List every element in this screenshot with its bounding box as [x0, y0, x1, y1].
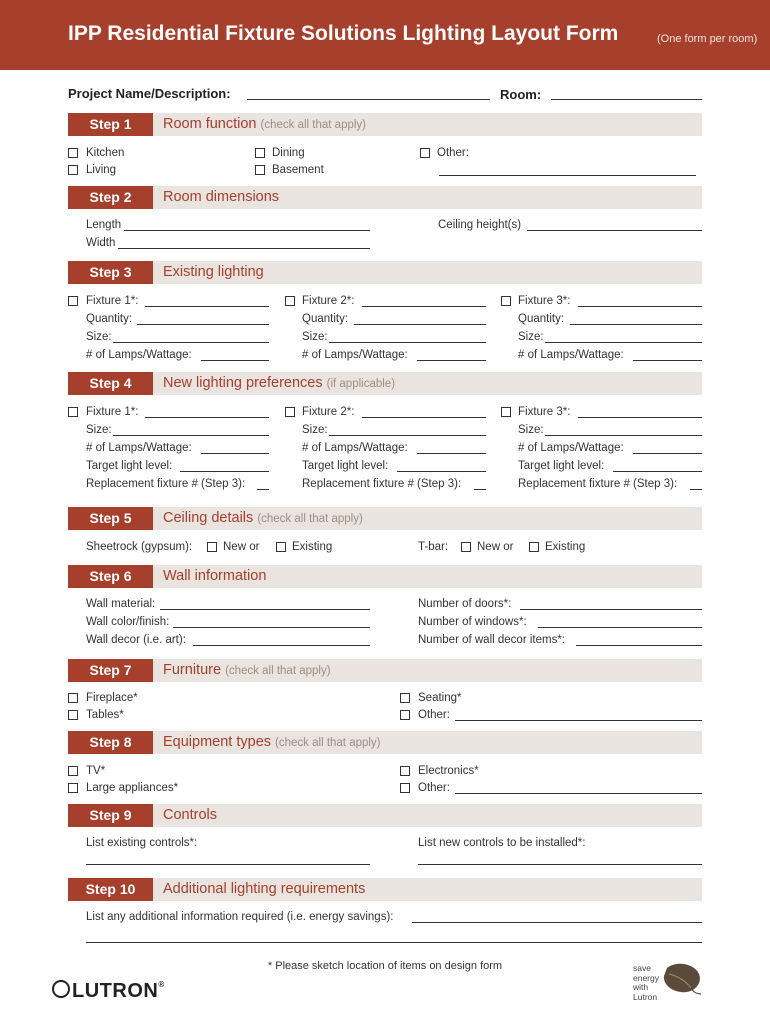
step6-number: Step 6: [68, 565, 153, 588]
tbar-existing-label: Existing: [545, 541, 586, 553]
appliances-label: Large appliances*: [86, 782, 179, 794]
kitchen-label: Kitchen: [86, 147, 125, 159]
seating-label: Seating*: [418, 692, 462, 704]
electronics-label: Electronics*: [418, 765, 479, 777]
form-note: (One form per room): [657, 33, 758, 45]
seating-checkbox[interactable]: [400, 693, 410, 703]
new-fixture2-label: Fixture 2*:: [302, 406, 355, 418]
new-fixture2-replacement-field[interactable]: [474, 489, 486, 490]
existing-fixture3-quantity-field[interactable]: [570, 324, 702, 325]
existing-fixture2-lamps-label: # of Lamps/Wattage:: [302, 349, 408, 361]
footnote: * Please sketch location of items on design form: [267, 960, 503, 972]
tv-checkbox[interactable]: [68, 766, 78, 776]
additional-info-label: List any additional information required (i.e. energy savings):: [86, 911, 394, 923]
step9-title: Controls: [163, 807, 217, 823]
new-fixture2-lamps-field[interactable]: [417, 453, 486, 454]
step8-title: Equipment types (check all that apply): [163, 734, 381, 750]
existing-controls-field[interactable]: [86, 864, 370, 865]
tbar-new-checkbox[interactable]: [461, 542, 471, 552]
width-label: Width: [86, 237, 116, 249]
new-fixture1-label: Fixture 1*:: [86, 406, 139, 418]
existing-fixture1-field[interactable]: [145, 306, 269, 307]
existing-fixture3-quantity-label: Quantity:: [518, 313, 565, 325]
sheetrock-new-label: New or: [223, 541, 260, 553]
step10-number: Step 10: [68, 878, 153, 901]
decor-items-field[interactable]: [576, 645, 702, 646]
dining-label: Dining: [272, 147, 305, 159]
existing-fixture3-size-field[interactable]: [545, 342, 702, 343]
living-label: Living: [86, 164, 117, 176]
step6-bar: [68, 565, 702, 588]
new-fixture2-size-label: Size:: [302, 424, 328, 436]
existing-fixture2-field[interactable]: [362, 306, 486, 307]
wall-color-label: Wall color/finish:: [86, 616, 170, 628]
new-fixture2-checkbox[interactable]: [285, 407, 295, 417]
step3-title: Existing lighting: [163, 264, 264, 280]
ceiling-field[interactable]: [527, 230, 702, 231]
new-fixture3-checkbox[interactable]: [501, 407, 511, 417]
tbar-label: T-bar:: [418, 541, 449, 553]
room-field[interactable]: [551, 99, 702, 100]
new-fixture3-target-label: Target light level:: [518, 460, 605, 472]
existing-fixture3-checkbox[interactable]: [501, 296, 511, 306]
existing-fixture2-lamps-field[interactable]: [417, 360, 486, 361]
new-fixture3-lamps-label: # of Lamps/Wattage:: [518, 442, 624, 454]
step5-bar: [68, 507, 702, 530]
tbar-new-label: New or: [477, 541, 514, 553]
new-fixture3-field[interactable]: [578, 417, 702, 418]
existing-controls-label: List existing controls*:: [86, 837, 198, 849]
existing-fixture1-size-field[interactable]: [113, 342, 269, 343]
new-fixture1-size-label: Size:: [86, 424, 112, 436]
save-energy-tagline: save energy with Lutron: [633, 963, 659, 1002]
new-fixture1-replacement-label: Replacement fixture # (Step 3):: [86, 478, 246, 490]
equipment-other-checkbox[interactable]: [400, 783, 410, 793]
equipment-other-label: Other:: [418, 782, 450, 794]
other-room-label: Other:: [437, 147, 469, 159]
sheetrock-existing-label: Existing: [292, 541, 333, 553]
width-field[interactable]: [118, 248, 370, 249]
new-fixture1-target-field[interactable]: [180, 471, 269, 472]
new-controls-label: List new controls to be installed*:: [418, 837, 586, 849]
lutron-mark-icon: [52, 980, 70, 998]
wall-color-field[interactable]: [173, 627, 370, 628]
lutron-logo: LUTRON®: [52, 980, 165, 1003]
wall-decor-label: Wall decor (i.e. art):: [86, 634, 186, 646]
new-fixture2-replacement-label: Replacement fixture # (Step 3):: [302, 478, 462, 490]
step5-title: Ceiling details (check all that apply): [163, 510, 363, 526]
sheetrock-existing-checkbox[interactable]: [276, 542, 286, 552]
new-fixture3-size-field[interactable]: [545, 435, 702, 436]
new-fixture2-lamps-label: # of Lamps/Wattage:: [302, 442, 408, 454]
new-fixture2-target-field[interactable]: [397, 471, 486, 472]
step8-bar: [68, 731, 702, 754]
step4-title: New lighting preferences (if applicable): [163, 375, 396, 391]
step10-bar: [68, 878, 702, 901]
new-fixture3-target-field[interactable]: [613, 471, 702, 472]
windows-field[interactable]: [538, 627, 702, 628]
existing-fixture2-size-field[interactable]: [329, 342, 486, 343]
existing-fixture2-size-label: Size:: [302, 331, 328, 343]
tv-label: TV*: [86, 765, 106, 777]
doors-field[interactable]: [520, 609, 702, 610]
existing-fixture1-lamps-label: # of Lamps/Wattage:: [86, 349, 192, 361]
room-label: Room:: [500, 87, 542, 102]
basement-label: Basement: [272, 164, 324, 176]
doors-label: Number of doors*:: [418, 598, 512, 610]
equipment-other-field[interactable]: [455, 793, 702, 794]
new-fixture3-replacement-label: Replacement fixture # (Step 3):: [518, 478, 678, 490]
existing-fixture3-size-label: Size:: [518, 331, 544, 343]
existing-fixture2-checkbox[interactable]: [285, 296, 295, 306]
new-fixture3-label: Fixture 3*:: [518, 406, 571, 418]
step3-number: Step 3: [68, 261, 153, 284]
step5-number: Step 5: [68, 507, 153, 530]
project-field[interactable]: [247, 99, 490, 100]
new-fixture1-size-field[interactable]: [113, 435, 269, 436]
step6-title: Wall information: [163, 568, 267, 584]
step7-bar: [68, 659, 702, 682]
sheetrock-new-checkbox[interactable]: [207, 542, 217, 552]
step3-bar: [68, 261, 702, 284]
new-fixture1-lamps-label: # of Lamps/Wattage:: [86, 442, 192, 454]
step2-number: Step 2: [68, 186, 153, 209]
new-controls-field[interactable]: [418, 864, 702, 865]
tables-checkbox[interactable]: [68, 710, 78, 720]
step10-title: Additional lighting requirements: [163, 881, 366, 897]
step1-number: Step 1: [68, 113, 153, 136]
new-fixture3-size-label: Size:: [518, 424, 544, 436]
kitchen-checkbox[interactable]: [68, 148, 78, 158]
new-fixture2-field[interactable]: [362, 417, 486, 418]
dining-checkbox[interactable]: [255, 148, 265, 158]
decor-items-label: Number of wall decor items*:: [418, 634, 565, 646]
new-fixture2-size-field[interactable]: [329, 435, 486, 436]
wall-material-field[interactable]: [160, 609, 370, 610]
existing-fixture1-checkbox[interactable]: [68, 296, 78, 306]
project-label: Project Name/Description:: [68, 86, 231, 101]
existing-fixture1-label: Fixture 1*:: [86, 295, 139, 307]
form-title: IPP Residential Fixture Solutions Lighting Layout Form: [68, 22, 619, 45]
existing-fixture3-field[interactable]: [578, 306, 702, 307]
step2-bar: [68, 186, 702, 209]
new-fixture1-target-label: Target light level:: [86, 460, 173, 472]
new-fixture3-lamps-field[interactable]: [633, 453, 702, 454]
existing-fixture1-quantity-label: Quantity:: [86, 313, 133, 325]
additional-info-field[interactable]: [412, 922, 702, 923]
additional-info-field-line2[interactable]: [86, 942, 702, 943]
fireplace-checkbox[interactable]: [68, 693, 78, 703]
step7-title: Furniture (check all that apply): [163, 662, 331, 678]
other-room-checkbox[interactable]: [420, 148, 430, 158]
tables-label: Tables*: [86, 709, 124, 721]
existing-fixture3-label: Fixture 3*:: [518, 295, 571, 307]
existing-fixture3-lamps-field[interactable]: [633, 360, 702, 361]
step9-number: Step 9: [68, 804, 153, 827]
length-label: Length: [86, 219, 122, 231]
basement-checkbox[interactable]: [255, 165, 265, 175]
length-field[interactable]: [124, 230, 370, 231]
step2-title: Room dimensions: [163, 189, 280, 205]
existing-fixture1-lamps-field[interactable]: [201, 360, 269, 361]
fireplace-label: Fireplace*: [86, 692, 138, 704]
step1-title: Room function (check all that apply): [163, 116, 366, 132]
new-fixture1-lamps-field[interactable]: [201, 453, 269, 454]
new-fixture1-checkbox[interactable]: [68, 407, 78, 417]
living-checkbox[interactable]: [68, 165, 78, 175]
step4-number: Step 4: [68, 372, 153, 395]
wall-decor-field[interactable]: [193, 645, 370, 646]
tbar-existing-checkbox[interactable]: [529, 542, 539, 552]
other-room-field[interactable]: [439, 175, 696, 176]
leaf-icon: [655, 962, 705, 1000]
electronics-checkbox[interactable]: [400, 766, 410, 776]
existing-fixture2-label: Fixture 2*:: [302, 295, 355, 307]
step4-bar: [68, 372, 702, 395]
existing-fixture1-quantity-field[interactable]: [137, 324, 269, 325]
new-fixture1-replacement-field[interactable]: [257, 489, 269, 490]
step1-bar: [68, 113, 702, 136]
wall-material-label: Wall material:: [86, 598, 156, 610]
new-fixture1-field[interactable]: [145, 417, 269, 418]
new-fixture3-replacement-field[interactable]: [690, 489, 702, 490]
windows-label: Number of windows*:: [418, 616, 527, 628]
existing-fixture2-quantity-label: Quantity:: [302, 313, 349, 325]
existing-fixture1-size-label: Size:: [86, 331, 112, 343]
step8-number: Step 8: [68, 731, 153, 754]
step9-bar: [68, 804, 702, 827]
existing-fixture3-lamps-label: # of Lamps/Wattage:: [518, 349, 624, 361]
ceiling-label: Ceiling height(s): [438, 219, 522, 231]
furniture-other-checkbox[interactable]: [400, 710, 410, 720]
appliances-checkbox[interactable]: [68, 783, 78, 793]
furniture-other-label: Other:: [418, 709, 450, 721]
existing-fixture2-quantity-field[interactable]: [354, 324, 486, 325]
new-fixture2-target-label: Target light level:: [302, 460, 389, 472]
furniture-other-field[interactable]: [455, 720, 702, 721]
step7-number: Step 7: [68, 659, 153, 682]
sheetrock-label: Sheetrock (gypsum):: [86, 541, 193, 553]
